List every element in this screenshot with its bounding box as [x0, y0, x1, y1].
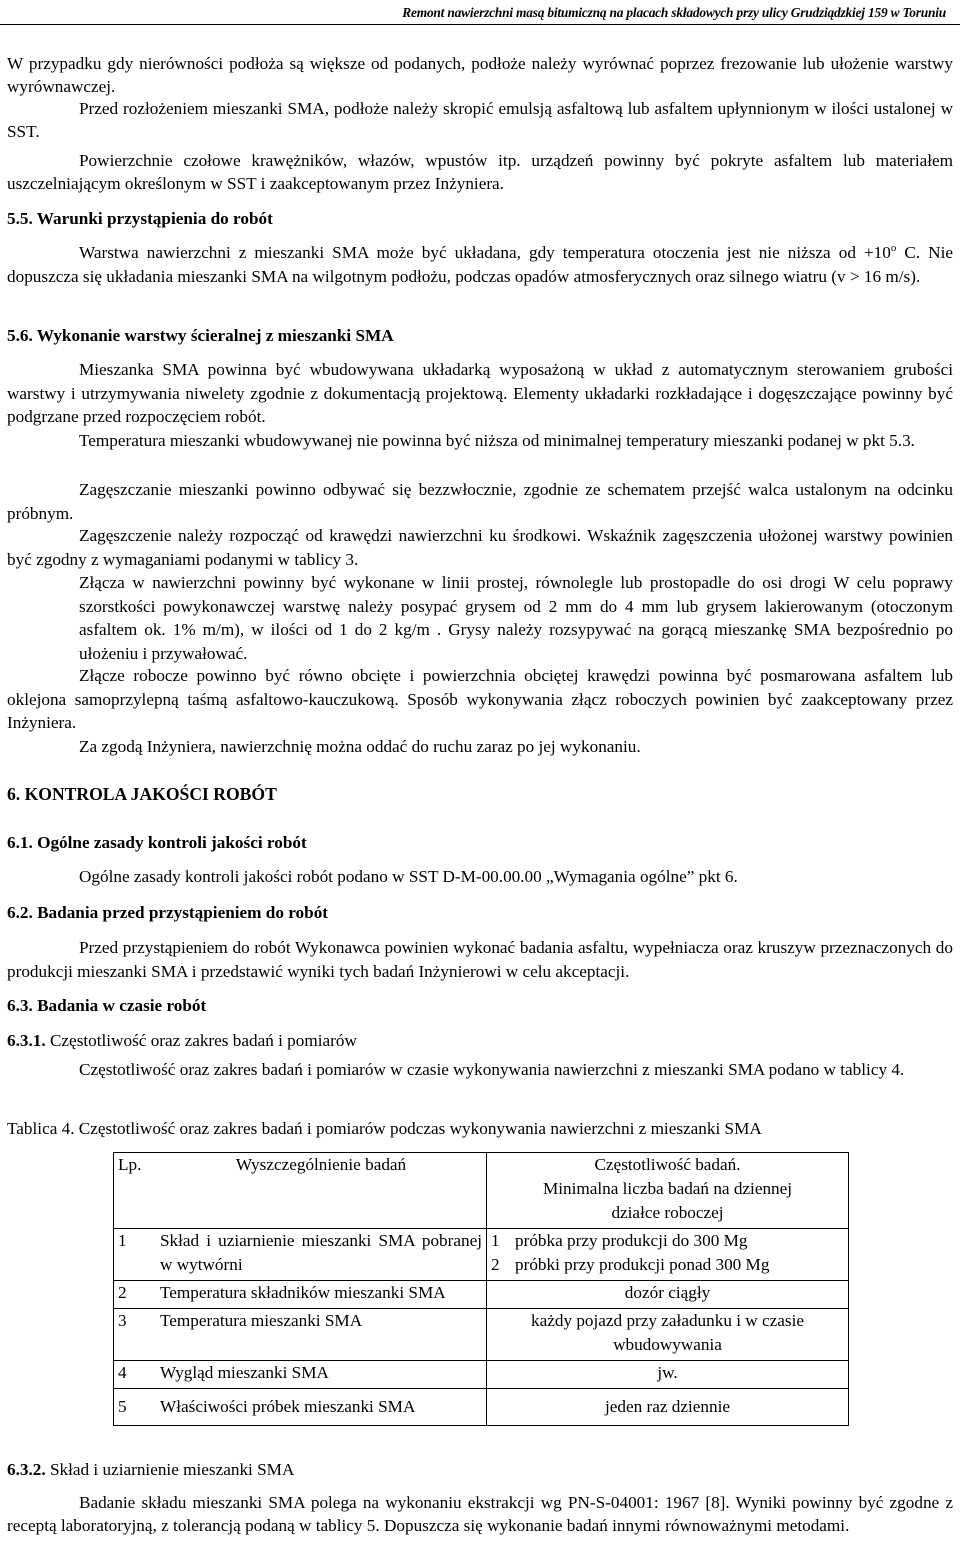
section-5-5-paragraph: [7, 241, 953, 288]
section-6-3-1-paragraph: [7, 1058, 953, 1082]
section-5-6-paragraph-7: [7, 736, 953, 759]
header-lp-text: Lp.: [118, 1155, 142, 1174]
intro-paragraph-3: [7, 150, 953, 195]
section-5-6-paragraph-6: [7, 664, 953, 735]
freq-item-text: próbki przy produkcji ponad 300 Mg: [515, 1255, 770, 1274]
section-5-6-text-3: Zagęszczanie mieszanki powinno odbywać się bezzwłocznie, zgodnie ze schematem przejść walca ustalonym na odcinku próbnym.: [7, 480, 953, 523]
section-6-2-text: Przed przystąpieniem do robót Wykonawca powinien wykonać badania asfaltu, wypełniacza oraz kruszyw przeznaczonych do produkcji mieszanki SMA i przedstawić wyniki tych badań Inżynierowi w celu akceptacji.: [7, 938, 953, 981]
section-6-3-2-text: Badanie składu mieszanki SMA polega na wykonaniu ekstrakcji wg PN-S-04001: 1967 [8]. Wyniki powinny być zgodne z receptą laboratoryjną, z tolerancją podaną w tablicy 5. Dopuszcza się wykonanie badań innymi równoważnymi metodami.: [7, 1493, 953, 1536]
table-row: [114, 1229, 849, 1281]
row-name: Temperatura składników mieszanki SMA: [156, 1281, 487, 1309]
section-6-1-text: Ogólne zasady kontroli jakości robót podano w SST D-M-00.00.00 „Wymagania ogólne” pkt 6.: [79, 867, 738, 886]
section-5-6-text-2: Temperatura mieszanki wbudowywanej nie powinna być niższa od minimalnej temperatury mieszanki podanej w pkt 5.3.: [79, 431, 915, 450]
row-lp: 5: [114, 1389, 157, 1426]
section-heading-6: 6. KONTROLA JAKOŚCI ROBÓT: [7, 784, 277, 804]
intro-text-1: W przypadku gdy nierówności podłoża są większe od podanych, podłoże należy wyrównać poprzez frezowanie lub ułożenie warstwy wyrównawczej.: [7, 54, 953, 96]
degree-sup: o: [890, 242, 897, 254]
header-cell-lp: [114, 1153, 157, 1229]
intro-text-3: Powierzchnie czołowe krawężników, włazów, wpustów itp. urządzeń powinny być pokryte asfaltem lub materiałem uszczelniającym określonym w SST i zaakceptowanym przez Inżyniera.: [7, 151, 953, 193]
section-6-3-1-number: 6.3.1.: [7, 1031, 46, 1050]
header-rule: [0, 24, 960, 25]
section-5-6-text-4: Zagęszczenie należy rozpocząć od krawędzi nawierzchni ku środkowi. Wskaźnik zagęszczenia ułożonej warstwy powinien być zgodny z wymaganiami podanymi w tablicy 3.: [7, 526, 953, 569]
section-heading-6-2: 6.2. Badania przed przystąpieniem do robót: [7, 903, 329, 922]
section-5-6-text-6: Złącze robocze powinno być równo obcięte i powierzchnia obciętej krawędzi powinna być posmarowana asfaltem lub oklejona samoprzylepną taśmą asfaltowo-kauczukową. Sposób wykonywania złącz roboczych powinien być zaakceptowany przez Inżyniera.: [7, 666, 953, 733]
row-name: Właściwości próbek mieszanki SMA: [156, 1389, 487, 1426]
section-6-1-paragraph: [7, 866, 953, 889]
section-5-6-text-1: Mieszanka SMA powinna być wbudowywana układarką wyposażoną w układ z automatycznym sterowaniem grubości warstwy i utrzymywania niwelety zgodnie z dokumentacją projektową. Elementy układarki rozkładające i dogęszczające powinny być podgrzane przed rozpoczęciem robót.: [7, 360, 953, 427]
row-lp: 2: [114, 1281, 157, 1309]
row-freq: jeden raz dziennie: [487, 1389, 849, 1426]
section-6-3-2-paragraph: [7, 1491, 953, 1538]
header-cell-freq: [487, 1153, 849, 1229]
section-heading-6-3: 6.3. Badania w czasie robót: [7, 996, 207, 1015]
section-6-3-2-title: Skład i uziarnienie mieszanki SMA: [45, 1460, 295, 1479]
section-6-3-1-text: Częstotliwość oraz zakres badań i pomiarów w czasie wykonywania nawierzchni z mieszanki SMA podano w tablicy 4.: [79, 1060, 905, 1079]
running-header: Remont nawierzchni masą bitumiczną na placach składowych przy ulicy Grudziądzkiej 159 w Toruniu: [402, 5, 946, 20]
section-heading-6-1: 6.1. Ogólne zasady kontroli jakości robót: [7, 833, 307, 852]
row-freq: dozór ciągły: [487, 1281, 849, 1309]
section-5-5-text-a: Warstwa nawierzchni z mieszanki SMA może być układana, gdy temperatura otoczenia jest nie niższa od +10: [79, 243, 891, 262]
table-row: [114, 1309, 849, 1361]
header-freq-line-3: działce roboczej: [611, 1203, 724, 1222]
section-5-6-text-7: Za zgodą Inżyniera, nawierzchnię można oddać do ruchu zaraz po jej wykonaniu.: [79, 737, 641, 756]
section-5-6-text-5: Złącza w nawierzchni powinny być wykonane w linii prostej, równolegle lub prostopadle do osi drogi W celu poprawy szorstkości powykonawczej warstwę należy posypać grysem od 2 mm do 4 mm lub grysem lakierowanym (otoczonym asfaltem ok. 1% m/m), w ilości od 1 do 2 kg/m . Grysy należy rozsypywać na gorącą mieszankę SMA bezpośrednio po ułożeniu i przywałować.: [79, 573, 953, 663]
section-5-6-paragraph-4: [7, 524, 953, 571]
row-lp: 4: [114, 1361, 157, 1389]
section-heading-6-3-2: [7, 1459, 953, 1482]
intro-paragraph-2: [7, 98, 953, 143]
header-name-text: Wyszczególnienie badań: [235, 1155, 407, 1174]
row-lp: 1: [114, 1229, 157, 1281]
freq-list-item: [491, 1229, 844, 1253]
row-freq: każdy pojazd przy załadunku i w czasie wbudowywania: [487, 1309, 849, 1361]
table-row: [114, 1361, 849, 1389]
intro-text-2: Przed rozłożeniem mieszanki SMA, podłoże należy skropić emulsją asfaltową lub asfaltem upłynnionym w ilości ustalonej w SST.: [7, 99, 953, 141]
table-row: [114, 1389, 849, 1426]
row-freq: jw.: [487, 1361, 849, 1389]
header-freq-line-2: Minimalna liczba badań na dziennej: [542, 1179, 793, 1198]
table-caption: Tablica 4. Częstotliwość oraz zakres badań i pomiarów podczas wykonywania nawierzchni z mieszanki SMA: [7, 1119, 762, 1138]
freq-item-text: próbka przy produkcji do 300 Mg: [515, 1231, 748, 1250]
row-freq: [487, 1229, 849, 1281]
intro-paragraph-1: [7, 53, 953, 98]
section-5-6-paragraph-2: [7, 429, 953, 453]
header-freq-line-1: Częstotliwość badań.: [594, 1155, 741, 1174]
section-6-3-1-title: Częstotliwość oraz zakres badań i pomiarów: [45, 1031, 357, 1050]
section-5-6-paragraph-5: [79, 571, 953, 665]
row-name: Skład i uziarnienie mieszanki SMA pobranej w wytwórni: [156, 1229, 487, 1281]
section-heading-5-5: 5.5. Warunki przystąpienia do robót: [7, 209, 273, 228]
freq-list: [491, 1229, 844, 1277]
freq-item-number: 2: [491, 1255, 500, 1274]
table-header-row: [114, 1153, 849, 1229]
table-row: [114, 1281, 849, 1309]
section-5-6-paragraph-3: [7, 478, 953, 525]
section-5-5-text-b: C. Nie dopuszcza się układania mieszanki SMA na wilgotnym podłożu, podczas opadów atmosferycznych oraz silnego wiatru (v > 16 m/s).: [7, 243, 953, 286]
table-4: [113, 1152, 849, 1426]
section-5-6-paragraph-1: [7, 358, 953, 429]
section-6-2-paragraph: [7, 936, 953, 983]
header-cell-name: [156, 1153, 487, 1229]
row-name: Temperatura mieszanki SMA: [156, 1309, 487, 1361]
row-name: Wygląd mieszanki SMA: [156, 1361, 487, 1389]
section-heading-6-3-1: [7, 1030, 953, 1053]
freq-list-item: [491, 1253, 844, 1277]
section-heading-5-6: 5.6. Wykonanie warstwy ścieralnej z mieszanki SMA: [7, 326, 394, 345]
row-lp: 3: [114, 1309, 157, 1361]
freq-item-number: 1: [491, 1231, 500, 1250]
section-6-3-2-number: 6.3.2.: [7, 1460, 46, 1479]
